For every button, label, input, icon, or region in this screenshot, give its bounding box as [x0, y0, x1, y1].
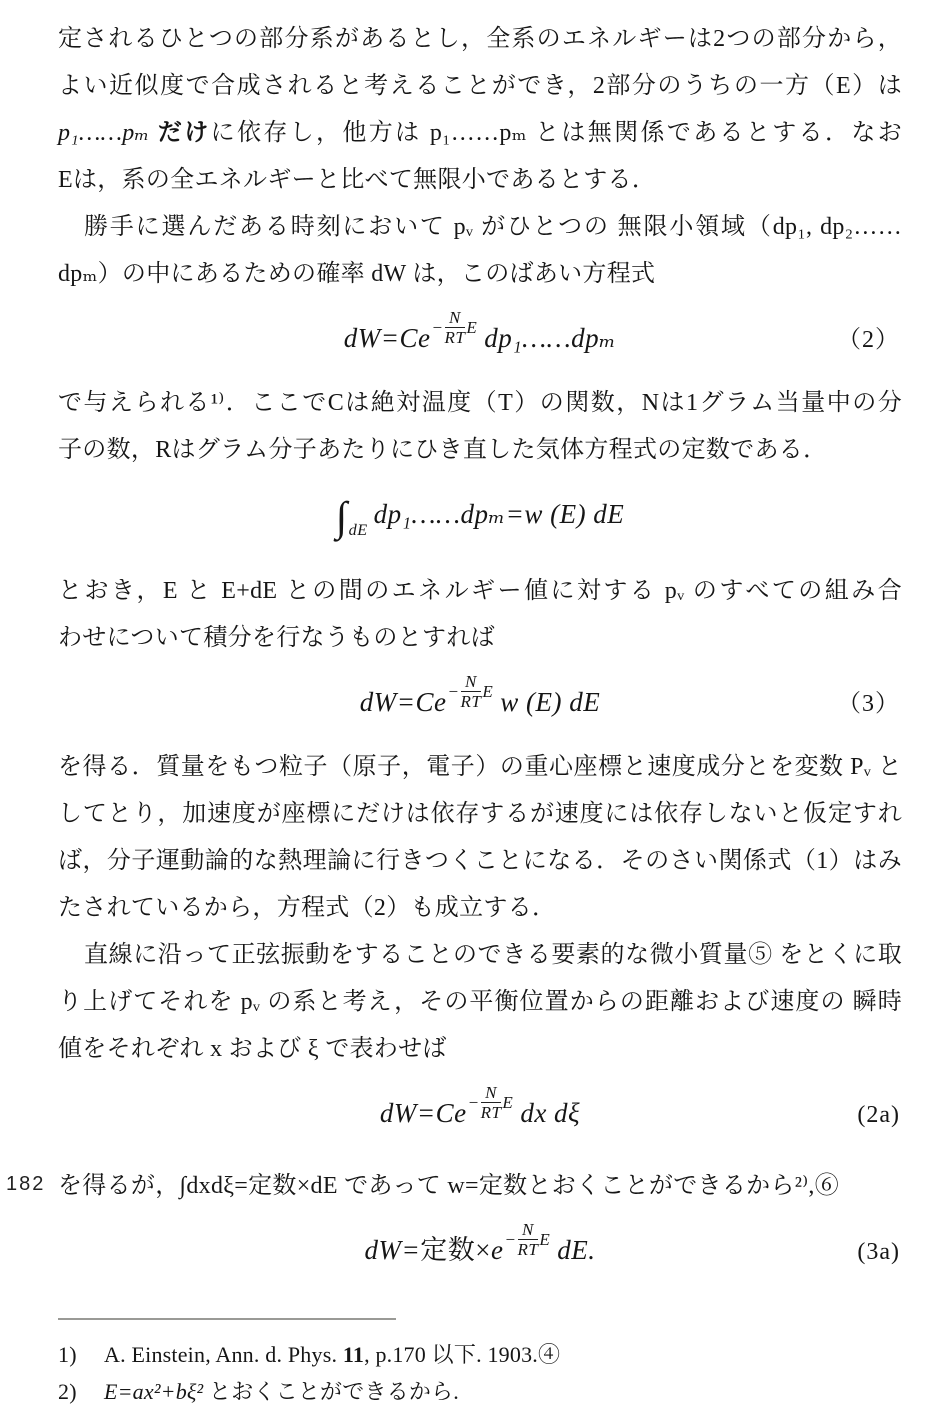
paragraph-line: わせについて積分を行なうものとすれば: [58, 625, 495, 652]
exponent-variable: E: [466, 317, 478, 337]
paragraph-line: り上げてそれを pᵥ の系と考え，その平衡位置からの距離および速度の 瞬時: [58, 989, 902, 1016]
equation-body: [379, 1083, 581, 1129]
paragraph-line: 定されるひとつの部分系があるとし，全系のエネルギーは2つの部分から，: [58, 26, 902, 52]
minus-sign: −: [504, 1229, 517, 1249]
minus-sign: −: [447, 681, 460, 701]
paragraph-line: 値をそれぞれ x および ξ で表わせば: [58, 1036, 447, 1063]
paragraph-line: で与えられる¹⁾．ここでCは絶対温度（T）の関数，Nは1グラム当量中の分: [58, 390, 902, 416]
exponent: [432, 304, 478, 352]
math-rhs: w (E) dE: [500, 687, 601, 718]
paragraph-line: を得るが，∫dxdξ=定数×dE であって w=定数とおくことができるから²⁾,⑥: [58, 1173, 840, 1200]
equation-3a: [58, 1212, 902, 1288]
minus-sign: −: [431, 317, 444, 337]
fraction-denominator: RT: [480, 1103, 502, 1123]
equation-2: [58, 300, 902, 376]
equation-2a: [58, 1075, 902, 1151]
math-rhs: dp₁……dpₘ: [484, 323, 617, 353]
fraction: [517, 1220, 538, 1259]
fraction-denominator: RT: [460, 692, 482, 712]
math-body: dp₁……dpₘ=w (E) dE: [373, 499, 625, 529]
footnote-marker: 2): [58, 1379, 77, 1405]
exponent: [504, 1216, 550, 1264]
paragraph-line: とおき，E と E+dE との間のエネルギー値に対する pᵥ のすべての組み合: [58, 578, 902, 605]
fraction-numerator: N: [518, 1220, 538, 1240]
equation-body: [343, 308, 617, 353]
fraction: [445, 308, 466, 347]
paragraph-line: 勝手に選んだある時刻において pᵥ がひとつの 無限小領域（dp₁, dp₂……: [84, 214, 902, 240]
footnote-text: [104, 1373, 902, 1410]
citation-text: , p.170 以下. 1903.④: [364, 1342, 561, 1368]
euler-e: e: [491, 1235, 504, 1266]
math-inline: E=ax²+bξ²: [104, 1379, 204, 1405]
math-rhs: dE.: [557, 1235, 596, 1266]
fraction-numerator: N: [445, 308, 465, 328]
integral-subscript: dE: [348, 521, 368, 540]
paragraph-line: よい近似度で合成されると考えることができ，2部分のうちの一方（E）は: [58, 73, 902, 99]
paragraph-line: ば，分子運動論的な熱理論に行きつくことになる．そのさい関係式（1）はみ: [58, 848, 902, 875]
footnote-divider: [58, 1318, 396, 1320]
paragraph-line: dpₘ）の中にあるための確率 dW は，このばあい方程式: [58, 261, 656, 287]
equation-number: （3）: [837, 691, 900, 718]
citation-volume: 11: [342, 1342, 365, 1368]
text-run: に依存し，他方は p₁……pₘ とは無関係であるとする．なお: [210, 120, 902, 146]
equation-3: [58, 664, 902, 740]
equation-number: (2a): [857, 1102, 900, 1129]
margin-page-number: 182: [6, 1173, 46, 1196]
exponent: [448, 668, 494, 716]
fraction-denominator: RT: [517, 1240, 539, 1260]
footnote-marker: 1): [58, 1342, 77, 1368]
equation-body: [359, 672, 601, 718]
exponent-variable: E: [502, 1092, 514, 1112]
paragraph-line: を得る．質量をもつ粒子（原子，電子）の重心座標と速度成分とを変数 Pᵥ と: [58, 754, 902, 781]
fraction-denominator: RT: [444, 328, 466, 348]
equation-number: （2）: [837, 327, 900, 353]
footnote-1: [58, 1336, 902, 1373]
citation-text: A. Einstein, Ann. d. Phys.: [104, 1342, 343, 1368]
paragraph-line: たされているから，方程式（2）も成立する．: [58, 895, 557, 922]
math-lhs: dW=Ce: [379, 1098, 467, 1129]
fraction: [460, 672, 481, 711]
integral-sign: ∫: [335, 494, 348, 541]
fraction: [481, 1083, 502, 1122]
math-lhs: dW=Ce: [343, 323, 431, 353]
fraction-numerator: N: [461, 672, 481, 692]
paragraph-line: Eは，系の全エネルギーと比べて無限小であるとする．: [58, 167, 657, 193]
equation-number: (3a): [857, 1239, 900, 1266]
fraction-numerator: N: [481, 1083, 501, 1103]
footnote-2: [58, 1373, 902, 1410]
math-lhs: dW=Ce: [359, 687, 447, 718]
constant-label: 定数×: [420, 1235, 491, 1266]
exponent-variable: E: [482, 681, 494, 701]
math-rhs: dx dξ: [520, 1098, 581, 1129]
exponent-variable: E: [539, 1229, 551, 1249]
paragraph-line: してとり，加速度が座標にだけは依存するが速度には依存しないと仮定すれ: [58, 801, 902, 828]
paragraph-line: 子の数，Rはグラム分子あたりにひき直した気体方程式の定数である．: [58, 437, 828, 463]
paragraph-line: [58, 110, 902, 157]
equation-body: [364, 1220, 596, 1266]
footnote-text: [104, 1336, 902, 1373]
minus-sign: −: [467, 1092, 480, 1112]
equation-body: [335, 494, 625, 541]
paragraph-line: 直線に沿って正弦振動をすることのできる要素的な微小質量⑤ をとくに取: [84, 942, 902, 969]
paragraph-with-page-number: [6, 1163, 902, 1210]
emphasized-text: だけ: [157, 120, 211, 146]
math-inline: p₁……pₘ: [58, 120, 158, 146]
equation-integral: [58, 476, 902, 564]
exponent: [468, 1079, 514, 1127]
math-lhs: dW=: [364, 1235, 421, 1266]
footnote-note: とおくことができるから.: [203, 1379, 459, 1405]
